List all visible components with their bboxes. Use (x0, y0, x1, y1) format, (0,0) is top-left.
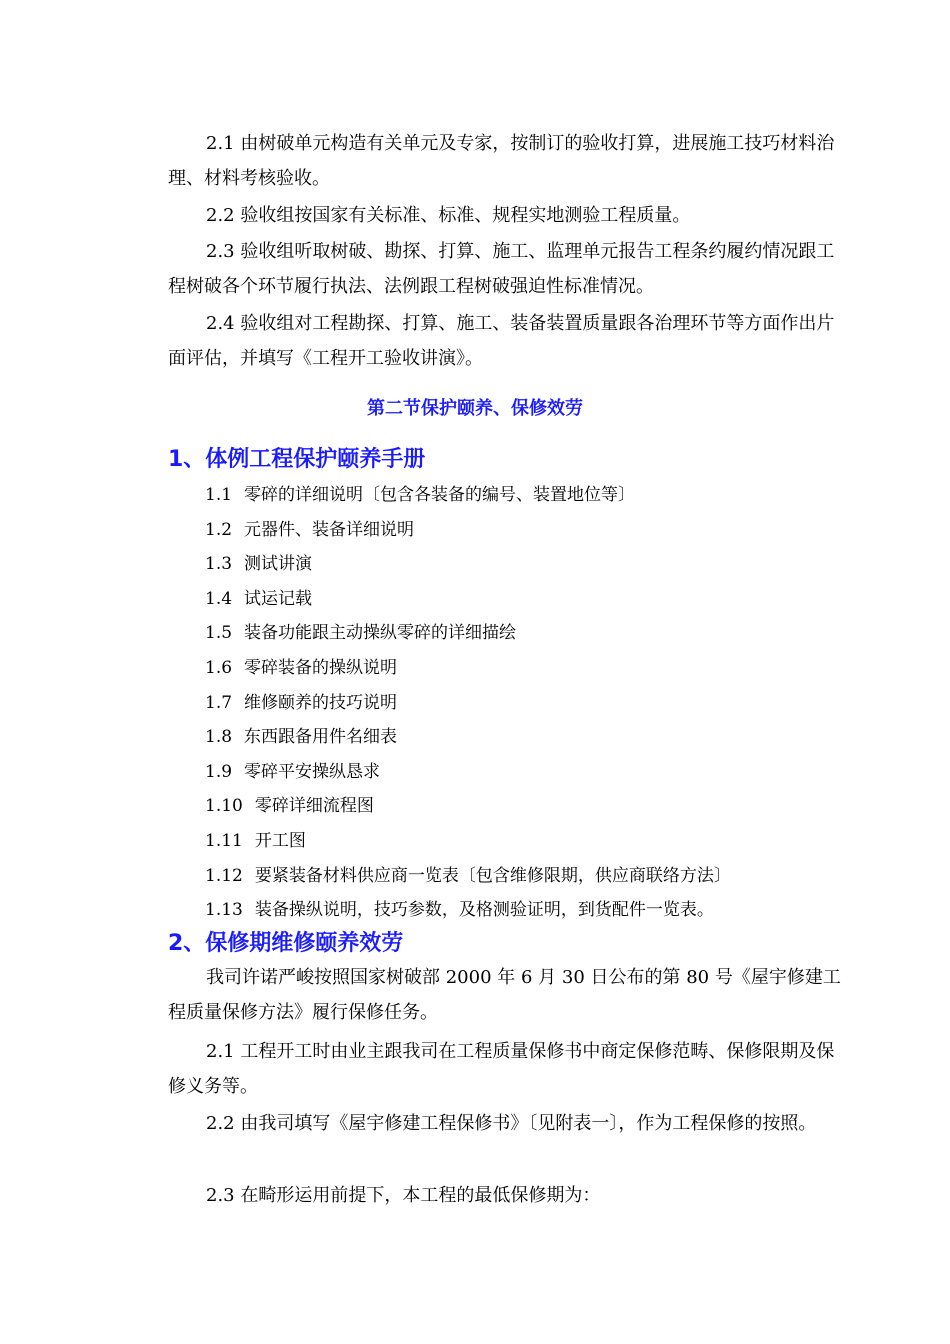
list-item: 1.4 试运记载 (205, 588, 313, 609)
paragraph-2-1: 2.1 由树破单元构造有关单元及专家，按制订的验收打算，进展施工技巧材料治理、材料考核验收。 (168, 133, 835, 189)
list-item: 1.2 元器件、装备详细说明 (205, 519, 415, 540)
list-item: 1.11 开工图 (205, 830, 306, 851)
list-item: 1.12 要紧装备材料供应商一览表〔包含维修限期，供应商联络方法〕 (205, 865, 731, 886)
section-title: 第二节保护颐养、保修效劳 (367, 398, 583, 419)
paragraph-commitment: 我司许诺严峻按照国家树破部 2000 年 6 月 30 日公布的第 80 号《屋宇修建工程质量保修方法》履行保修任务。 (168, 967, 841, 1023)
list-item: 1.13 装备操纵说明，技巧参数，及格测验证明，到货配件一览表。 (205, 900, 714, 921)
list-item: 1.10 零碎详细流程图 (205, 796, 374, 817)
paragraph-warranty-2-2: 2.2 由我司填写《屋宇修建工程保修书》〔见附表一〕，作为工程保修的按照。 (206, 1113, 817, 1134)
list-item: 1.5 装备功能跟主动操纵零碎的详细描绘 (205, 623, 517, 644)
paragraph-warranty-2-1: 2.1 工程开工时由业主跟我司在工程质量保修书中商定保修范畴、保修限期及保修义务等。 (168, 1041, 835, 1097)
heading-maintenance-manual: 1、体例工程保护颐养手册 (168, 447, 426, 472)
paragraph-2-2: 2.2 验收组按国家有关标准、标准、规程实地测验工程质量。 (206, 205, 691, 226)
list-item: 1.8 东西跟备用件名细表 (205, 727, 398, 748)
manual-item-list (205, 482, 731, 932)
paragraph-2-4: 2.4 验收组对工程勘探、打算、施工、装备装置质量跟各治理环节等方面作出片面评估，并填写《工程开工验收讲演》。 (168, 313, 835, 369)
paragraph-warranty-2-3: 2.3 在畸形运用前提下，本工程的最低保修期为： (206, 1185, 601, 1206)
paragraph-2-3: 2.3 验收组听取树破、勘探、打算、施工、监理单元报告工程条约履约情况跟工程树破各个环节履行执法、法例跟工程树破强迫性标准情况。 (168, 241, 835, 297)
list-item: 1.3 测试讲演 (205, 554, 313, 575)
list-item: 1.7 维修颐养的技巧说明 (205, 692, 398, 713)
list-item: 1.1 零碎的详细说明〔包含各装备的编号、装置地位等〕 (205, 485, 636, 505)
heading-warranty-service: 2、保修期维修颐养效劳 (168, 931, 404, 956)
list-item: 1.6 零碎装备的操纵说明 (205, 657, 398, 678)
list-item: 1.9 零碎平安操纵恳求 (205, 761, 381, 782)
